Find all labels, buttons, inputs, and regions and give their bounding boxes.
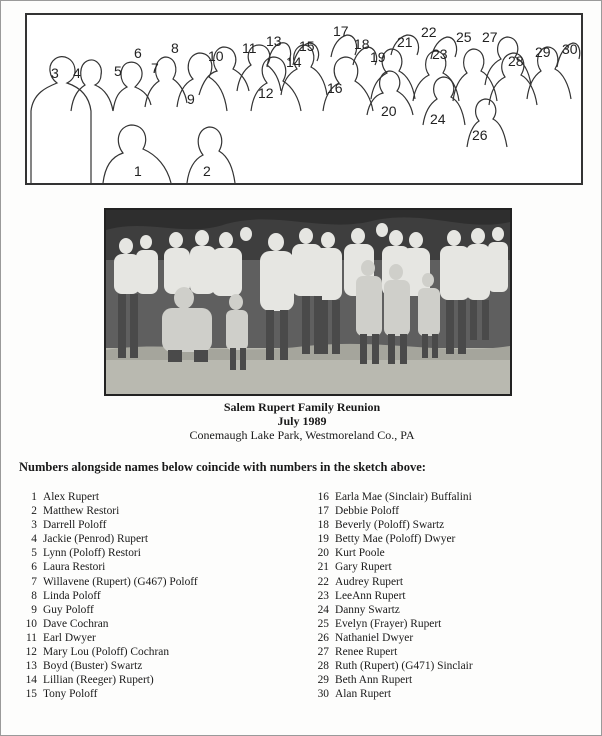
person-entry [317,575,473,589]
sketch-label: 2 [203,163,211,179]
sketch-label: 26 [472,127,488,143]
person-name: Kurt Poole [335,547,385,560]
sketch-label: 17 [333,23,349,39]
person-entry [317,673,473,687]
sketch-label: 19 [370,49,386,65]
person-entry [25,546,198,560]
names-list-right [317,490,473,701]
person-entry [317,532,473,546]
person-number: 8 [31,589,37,602]
person-name: Evelyn (Frayer) Rupert [335,617,442,630]
person-number: 25 [317,617,329,630]
person-number: 1 [31,491,37,503]
person-name: Audrey Rupert [335,575,404,588]
legend-heading: Numbers alongside names below coincide with numbers in the sketch above: [19,460,426,474]
sketch-label: 24 [430,111,446,127]
person-entry [25,560,198,574]
person-entry [25,631,198,645]
person-number: 17 [317,505,329,518]
group-photo [104,208,512,396]
person-entry [25,687,198,701]
person-name: Laura Restori [43,561,106,574]
caption-date: July 1989 [277,414,327,428]
person-entry [25,603,198,617]
person-name: Ruth (Rupert) (G471) Sinclair [335,660,473,673]
person-number: 20 [317,547,329,560]
sketch-label: 5 [114,63,122,79]
person-number: 3 [31,519,37,532]
sketch-label: 9 [187,91,195,107]
person-name: Beth Ann Rupert [335,674,413,687]
person-name: Danny Swartz [335,603,400,616]
sketch-label: 3 [51,65,59,81]
person-name: Matthew Restori [43,505,120,518]
person-name: Beverly (Poloff) Swartz [335,519,445,532]
person-entry [317,603,473,617]
person-name: Mary Lou (Poloff) Cochran [43,646,170,659]
person-entry [25,504,198,518]
sketch-label: 28 [508,53,524,69]
person-number: 12 [25,646,37,659]
person-name: Earl Dwyer [43,631,96,644]
sketch-label: 30 [562,41,578,57]
person-name: Earla Mae (Sinclair) Buffalini [335,491,472,503]
sketch-label: 21 [397,34,413,50]
sketch-label: 27 [482,29,498,45]
sketch-label: 12 [258,85,274,101]
person-number: 18 [317,519,329,532]
person-entry [317,504,473,518]
sketch-label: 16 [327,80,343,96]
person-number: 22 [317,575,329,588]
person-number: 15 [25,688,37,701]
sketch-label: 20 [381,103,397,119]
person-number: 10 [25,617,37,630]
person-number: 6 [31,561,37,574]
person-number: 21 [317,561,329,574]
person-entry [317,659,473,673]
person-number: 26 [317,631,329,644]
person-name: Betty Mae (Poloff) Dwyer [335,533,456,546]
sketch-label: 25 [456,29,472,45]
person-name: Alan Rupert [335,688,391,701]
person-number: 19 [317,533,329,546]
sketch-label: 7 [151,60,159,76]
person-name: Darrell Poloff [43,519,107,532]
sketch-label: 29 [535,44,551,60]
person-entry [25,575,198,589]
person-entry [317,546,473,560]
sketch-label: 1 [134,163,142,179]
person-number: 28 [317,660,329,673]
sketch-label: 23 [432,46,448,62]
person-number: 9 [31,603,37,616]
person-name: Linda Poloff [43,589,101,602]
person-entry [25,589,198,603]
person-number: 2 [31,505,37,518]
person-name: Gary Rupert [335,561,392,574]
sketch-label: 13 [266,33,282,49]
person-number: 29 [317,674,329,687]
person-number: 11 [26,631,37,644]
person-name: Alex Rupert [43,491,99,503]
person-entry [317,589,473,603]
person-name: Lillian (Reeger) Rupert) [43,674,154,687]
person-name: Willavene (Rupert) (G467) Poloff [43,575,198,588]
sketch-label: 22 [421,24,437,40]
person-number: 5 [31,547,37,560]
person-name: Boyd (Buster) Swartz [43,660,143,673]
person-entry [25,673,198,687]
sketch-label: 14 [286,54,302,70]
person-number: 23 [317,589,329,602]
sketch-label: 4 [73,65,81,81]
person-name: Guy Poloff [43,603,94,616]
person-name: Tony Poloff [43,688,98,701]
person-entry [25,617,198,631]
person-name: Renee Rupert [335,646,398,659]
person-entry [317,617,473,631]
person-entry [25,490,198,504]
person-entry [317,490,473,504]
sketch-label: 11 [242,40,257,56]
person-name: Dave Cochran [43,617,109,630]
person-entry [317,687,473,701]
person-number: 7 [31,575,37,588]
person-number: 16 [317,491,329,503]
person-entry [317,645,473,659]
identification-sketch [25,13,583,185]
person-entry [317,518,473,532]
person-entry [25,659,198,673]
sketch-label: 10 [208,48,224,64]
person-name: Jackie (Penrod) Rupert [43,533,149,546]
caption-title: Salem Rupert Family Reunion [223,400,381,414]
person-entry [317,631,473,645]
caption-place: Conemaugh Lake Park, Westmoreland Co., PA [189,428,415,442]
sketch-label: 18 [354,36,370,52]
person-entry [25,645,198,659]
names-list-left [25,490,198,701]
person-number: 27 [317,646,329,659]
person-number: 14 [25,674,37,687]
person-number: 24 [317,603,329,616]
sketch-label: 6 [134,45,142,61]
person-entry [317,560,473,574]
group-photo-image [106,210,510,394]
person-entry [25,532,198,546]
person-name: Debbie Poloff [335,505,400,518]
sketch-label: 15 [299,38,315,54]
person-number: 30 [317,688,329,701]
person-number: 13 [25,660,37,673]
person-name: Nathaniel Dwyer [335,631,414,644]
person-entry [25,518,198,532]
person-number: 4 [31,533,37,546]
person-name: LeeAnn Rupert [335,589,406,602]
sketch-label: 8 [171,40,179,56]
person-name: Lynn (Poloff) Restori [43,547,141,560]
